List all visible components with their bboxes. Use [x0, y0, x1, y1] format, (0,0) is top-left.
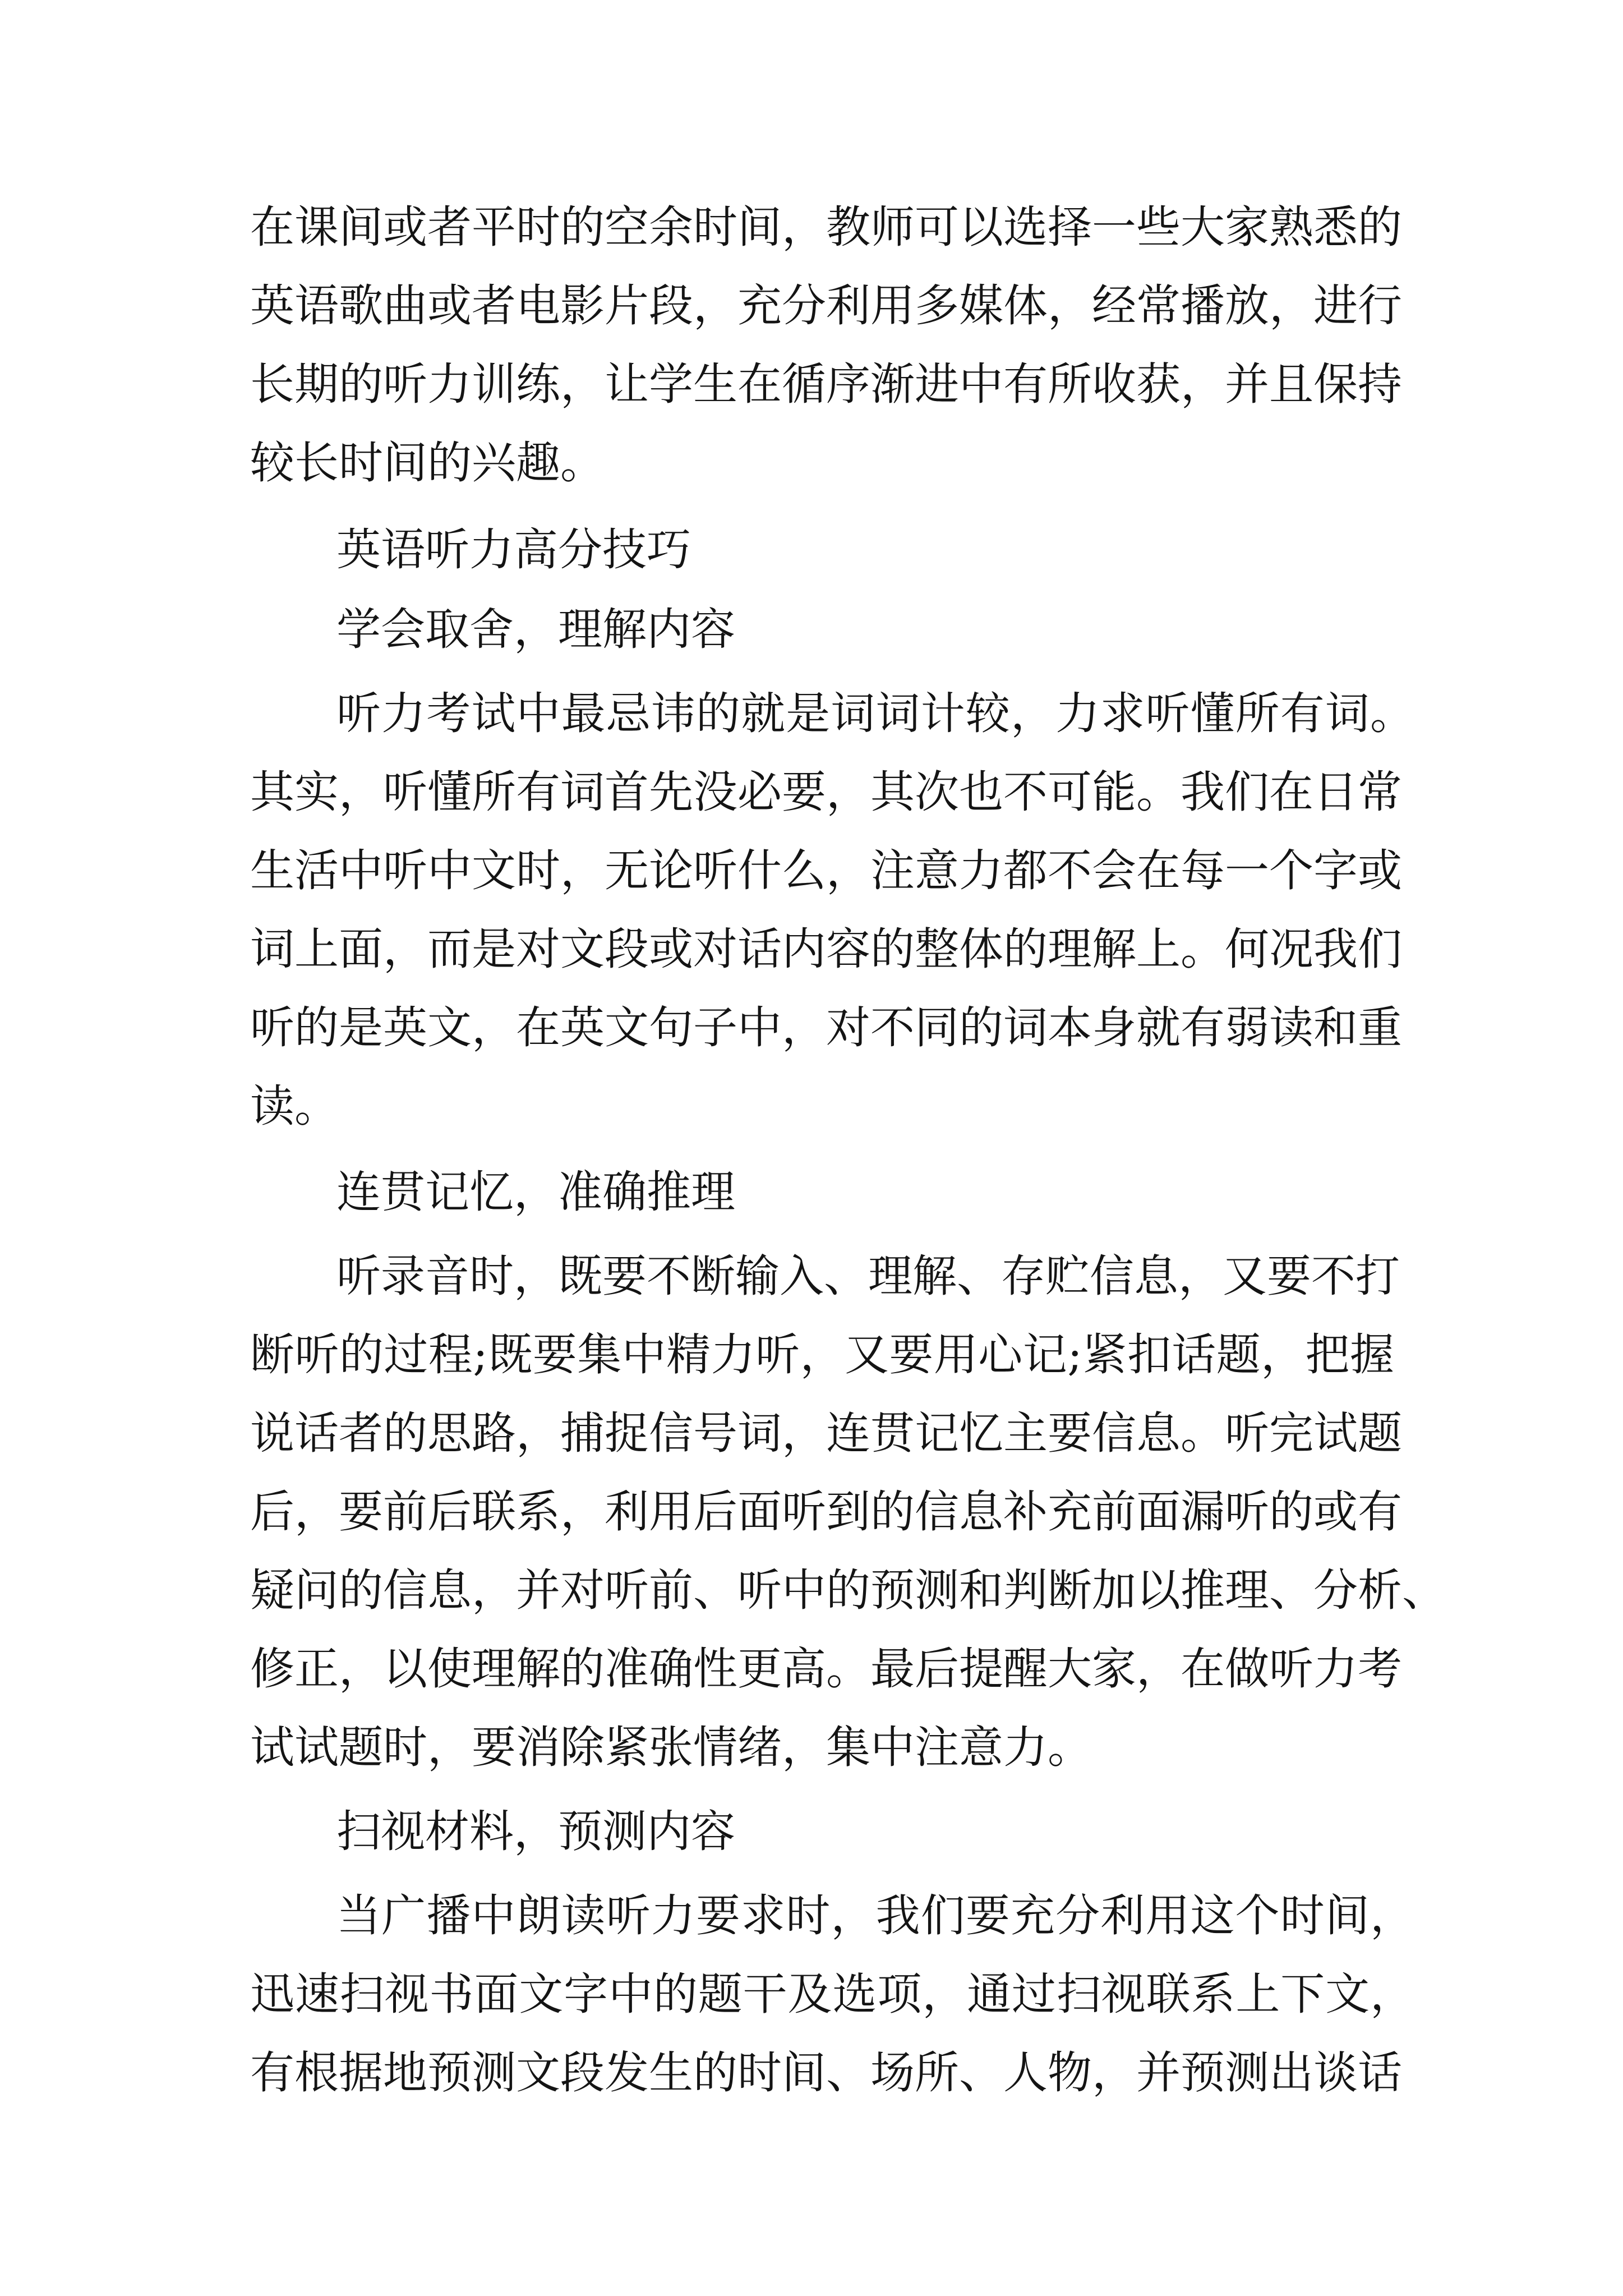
body-text-line: 修正，以使理解的准确性更高。最后提醒大家，在做听力考 [250, 1643, 1402, 1695]
body-text-line: 较长时间的兴趣。 [250, 437, 605, 489]
body-text-line: 在课间或者平时的空余时间，教师可以选择一些大家熟悉的 [250, 201, 1402, 253]
body-text-line: 疑问的信息，并对听前、听中的预测和判断加以推理、分析、 [250, 1565, 1446, 1616]
body-text-line: 后，要前后联系，利用后面听到的信息补充前面漏听的或有 [250, 1486, 1402, 1538]
body-text-line: 读。 [250, 1080, 339, 1132]
body-text-line: 试试题时，要消除紧张情绪，集中注意力。 [250, 1722, 1092, 1773]
body-text-line: 说话者的思路，捕捉信号词，连贯记忆主要信息。听完试题 [250, 1407, 1402, 1459]
body-text-line: 当广播中朗读听力要求时，我们要充分利用这个时间， [336, 1890, 1414, 1941]
body-text-line: 长期的听力训练，让学生在循序渐进中有所收获，并且保持 [250, 358, 1402, 410]
body-text-line: 词上面，而是对文段或对话内容的整体的理解上。何况我们 [250, 923, 1402, 975]
body-text-line: 英语歌曲或者电影片段，充分利用多媒体，经常播放，进行 [250, 280, 1402, 332]
body-text-line: 生活中听中文时，无论听什么，注意力都不会在每一个字或 [250, 845, 1402, 896]
section-title: 英语听力高分技巧 [336, 524, 691, 576]
body-text-line: 迅速扫视书面文字中的题干及选项，通过扫视联系上下文， [250, 1968, 1414, 2020]
subsection-heading: 扫视材料，预测内容 [336, 1806, 735, 1857]
body-text-line: 有根据地预测文段发生的时间、场所、人物，并预测出谈话 [250, 2047, 1402, 2099]
body-text-line: 听力考试中最忌讳的就是词词计较，力求听懂所有词。 [336, 688, 1414, 739]
subsection-heading: 学会取舍，理解内容 [336, 604, 735, 655]
body-text-line: 听的是英文，在英文句子中，对不同的词本身就有弱读和重 [250, 1002, 1402, 1053]
body-text-line: 听录音时，既要不断输入、理解、存贮信息，又要不打 [336, 1250, 1400, 1302]
subsection-heading: 连贯记忆，准确推理 [336, 1166, 735, 1218]
body-text-line: 断听的过程;既要集中精力听，又要用心记;紧扣话题，把握 [250, 1329, 1394, 1381]
body-text-line: 其实，听懂所有词首先没必要，其次也不可能。我们在日常 [250, 766, 1402, 818]
